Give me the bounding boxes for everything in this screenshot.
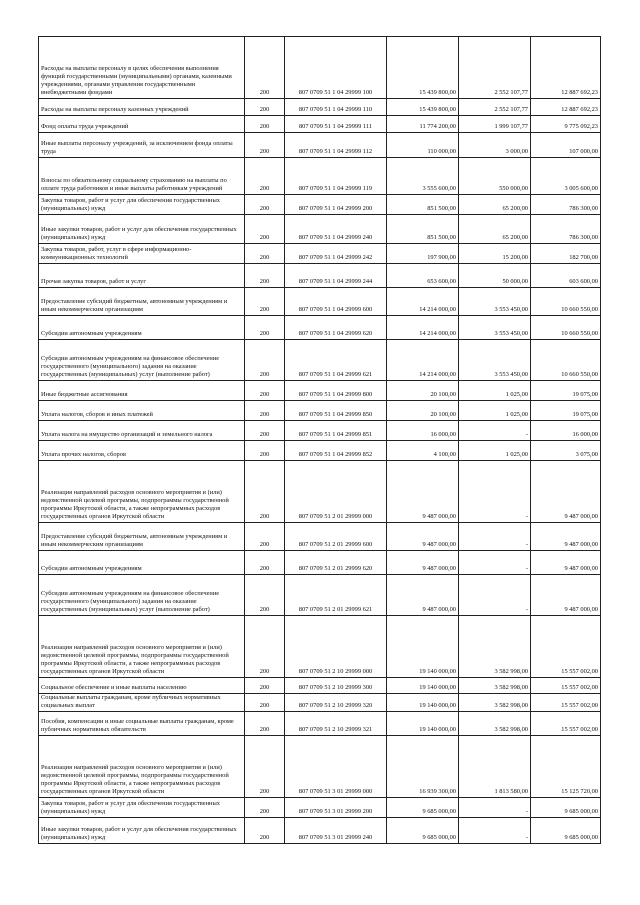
row-executed: 1 813 580,00 [459, 736, 531, 798]
row-executed: 65 200,00 [459, 215, 531, 244]
row-approved: 19 140 000,00 [387, 616, 459, 678]
table-row [39, 116, 601, 133]
row-executed: 3 000,00 [459, 133, 531, 158]
row-executed: 3 553 450,00 [459, 340, 531, 381]
row-executed: 3 553 450,00 [459, 288, 531, 316]
table-row [39, 401, 601, 421]
row-name: Реализация направлений расходов основного мероприятия и (или) ведомственной целевой программы, подпрограммы государственной программы Иркутской области, а также непрограммных расходов государственных органов Иркутской области [39, 616, 245, 678]
table-row [39, 818, 601, 844]
row-remainder: 9 775 092,23 [531, 116, 601, 133]
row-kbk: 807 0709 51 1 04 29999 240 [285, 215, 387, 244]
row-code: 200 [245, 575, 285, 616]
table-row [39, 340, 601, 381]
table-row [39, 441, 601, 461]
table-row [39, 798, 601, 818]
row-kbk: 807 0709 51 1 04 29999 119 [285, 158, 387, 195]
row-name: Субсидии автономным учреждениям [39, 551, 245, 575]
row-approved: 14 214 000,00 [387, 316, 459, 340]
row-approved: 19 140 000,00 [387, 678, 459, 694]
row-executed: 1 999 107,77 [459, 116, 531, 133]
table-row [39, 381, 601, 401]
row-approved: 16 000,00 [387, 421, 459, 441]
row-code: 200 [245, 678, 285, 694]
row-code: 200 [245, 441, 285, 461]
row-executed: 1 025,00 [459, 401, 531, 421]
row-remainder: 19 075,00 [531, 401, 601, 421]
table-row [39, 678, 601, 694]
row-kbk: 807 0709 51 1 04 29999 244 [285, 264, 387, 288]
row-remainder: 9 487 000,00 [531, 523, 601, 551]
row-executed: 3 553 450,00 [459, 316, 531, 340]
row-name: Расходы на выплаты персоналу казенных учреждений [39, 99, 245, 116]
table-row [39, 99, 601, 116]
row-approved: 3 555 600,00 [387, 158, 459, 195]
row-executed: - [459, 523, 531, 551]
row-code: 200 [245, 340, 285, 381]
expenditure-table [38, 36, 601, 844]
row-approved: 197 900,00 [387, 244, 459, 264]
table-row [39, 264, 601, 288]
row-kbk: 807 0709 51 2 01 29999 620 [285, 551, 387, 575]
row-kbk: 807 0709 51 3 01 29999 240 [285, 818, 387, 844]
row-approved: 20 100,00 [387, 401, 459, 421]
row-executed: 3 582 998,00 [459, 712, 531, 736]
row-approved: 15 439 800,00 [387, 37, 459, 99]
row-code: 200 [245, 551, 285, 575]
row-remainder: 182 700,00 [531, 244, 601, 264]
expenditure-table-body [39, 37, 601, 844]
row-code: 200 [245, 133, 285, 158]
row-executed: - [459, 461, 531, 523]
row-code: 200 [245, 712, 285, 736]
row-kbk: 807 0709 51 1 04 29999 100 [285, 37, 387, 99]
row-approved: 19 140 000,00 [387, 712, 459, 736]
table-row [39, 133, 601, 158]
table-row [39, 736, 601, 798]
row-remainder: 3 075,00 [531, 441, 601, 461]
row-name: Взносы по обязательному социальному страхованию на выплаты по оплате труда работников и иные выплаты работникам учреждений [39, 158, 245, 195]
row-executed: 65 200,00 [459, 195, 531, 215]
row-code: 200 [245, 116, 285, 133]
row-kbk: 807 0709 51 2 10 29999 000 [285, 616, 387, 678]
row-kbk: 807 0709 51 1 04 29999 851 [285, 421, 387, 441]
row-remainder: 15 557 002,00 [531, 616, 601, 678]
row-remainder: 12 887 692,23 [531, 99, 601, 116]
row-remainder: 9 487 000,00 [531, 461, 601, 523]
row-approved: 9 487 000,00 [387, 575, 459, 616]
row-approved: 9 685 000,00 [387, 798, 459, 818]
row-kbk: 807 0709 51 1 04 29999 110 [285, 99, 387, 116]
row-remainder: 9 685 000,00 [531, 818, 601, 844]
row-code: 200 [245, 244, 285, 264]
row-kbk: 807 0709 51 3 01 29999 000 [285, 736, 387, 798]
table-row [39, 421, 601, 441]
row-kbk: 807 0709 51 2 10 29999 321 [285, 712, 387, 736]
row-kbk: 807 0709 51 1 04 29999 800 [285, 381, 387, 401]
row-code: 200 [245, 99, 285, 116]
row-remainder: 786 300,00 [531, 215, 601, 244]
row-executed: - [459, 818, 531, 844]
row-approved: 14 214 000,00 [387, 340, 459, 381]
row-executed: 1 025,00 [459, 441, 531, 461]
row-executed: 50 000,00 [459, 264, 531, 288]
row-name: Закупка товаров, работ и услуг для обеспечения государственных (муниципальных) нужд [39, 195, 245, 215]
row-approved: 15 439 800,00 [387, 99, 459, 116]
row-name: Расходы на выплаты персоналу в целях обеспечения выполнения функций государственными (муниципальными) органами, казенными учреждениями, органами управления государственными внебюджетными фондами [39, 37, 245, 99]
row-name: Реализация направлений расходов основного мероприятия и (или) ведомственной целевой программы, подпрограммы государственной программы Иркутской области, а также непрограммных расходов государственных органов Иркутской области [39, 736, 245, 798]
row-kbk: 807 0709 51 2 10 29999 300 [285, 678, 387, 694]
row-code: 200 [245, 37, 285, 99]
row-executed: 3 582 998,00 [459, 616, 531, 678]
row-code: 200 [245, 195, 285, 215]
table-row [39, 616, 601, 678]
row-executed: - [459, 421, 531, 441]
row-name: Предоставление субсидий бюджетным, автономным учреждениям и иным некоммерческим организациям [39, 288, 245, 316]
row-code: 200 [245, 818, 285, 844]
row-remainder: 10 660 550,00 [531, 288, 601, 316]
row-kbk: 807 0709 51 3 01 29999 200 [285, 798, 387, 818]
row-remainder: 9 487 000,00 [531, 575, 601, 616]
row-remainder: 12 887 692,23 [531, 37, 601, 99]
row-remainder: 15 557 002,00 [531, 712, 601, 736]
table-row [39, 316, 601, 340]
row-approved: 9 487 000,00 [387, 461, 459, 523]
table-row [39, 37, 601, 99]
row-name: Закупка товаров, работ и услуг для обеспечения государственных (муниципальных) нужд [39, 798, 245, 818]
row-executed: 15 200,00 [459, 244, 531, 264]
row-executed: - [459, 575, 531, 616]
row-name: Иные закупки товаров, работ и услуг для обеспечения государственных (муниципальных) нужд [39, 215, 245, 244]
row-kbk: 807 0709 51 1 04 29999 111 [285, 116, 387, 133]
table-row [39, 158, 601, 195]
row-name: Субсидии автономным учреждениям на финансовое обеспечение государственного (муниципального) задания на оказание государственных (муниципальных) услуг (выполнение работ) [39, 340, 245, 381]
table-row [39, 195, 601, 215]
row-kbk: 807 0709 51 1 04 29999 600 [285, 288, 387, 316]
row-code: 200 [245, 461, 285, 523]
row-approved: 851 500,00 [387, 195, 459, 215]
row-kbk: 807 0709 51 1 04 29999 200 [285, 195, 387, 215]
row-code: 200 [245, 381, 285, 401]
row-executed: 3 582 998,00 [459, 694, 531, 712]
row-kbk: 807 0709 51 1 04 29999 242 [285, 244, 387, 264]
table-row [39, 575, 601, 616]
row-remainder: 16 000,00 [531, 421, 601, 441]
row-kbk: 807 0709 51 1 04 29999 112 [285, 133, 387, 158]
table-row [39, 694, 601, 712]
row-name: Иные бюджетные ассигнования [39, 381, 245, 401]
row-code: 200 [245, 736, 285, 798]
row-kbk: 807 0709 51 2 10 29999 320 [285, 694, 387, 712]
row-code: 200 [245, 523, 285, 551]
row-executed: 3 582 998,00 [459, 678, 531, 694]
row-approved: 11 774 200,00 [387, 116, 459, 133]
row-approved: 16 939 300,00 [387, 736, 459, 798]
row-approved: 9 685 000,00 [387, 818, 459, 844]
row-kbk: 807 0709 51 2 01 29999 621 [285, 575, 387, 616]
row-code: 200 [245, 401, 285, 421]
row-name: Уплата прочих налогов, сборов [39, 441, 245, 461]
row-kbk: 807 0709 51 1 04 29999 621 [285, 340, 387, 381]
row-approved: 4 100,00 [387, 441, 459, 461]
row-name: Предоставление субсидий бюджетным, автономным учреждениям и иным некоммерческим организациям [39, 523, 245, 551]
row-code: 200 [245, 421, 285, 441]
row-name: Субсидии автономным учреждениям на финансовое обеспечение государственного (муниципального) задания на оказание государственных (муниципальных) услуг (выполнение работ) [39, 575, 245, 616]
row-name: Закупка товаров, работ, услуг в сфере информационно-коммуникационных технологий [39, 244, 245, 264]
row-kbk: 807 0709 51 2 01 29999 000 [285, 461, 387, 523]
row-kbk: 807 0709 51 1 04 29999 852 [285, 441, 387, 461]
row-name: Реализация направлений расходов основного мероприятия и (или) ведомственной целевой программы, подпрограммы государственной программы Иркутской области, а также непрограммных расходов государственных органов Иркутской области [39, 461, 245, 523]
row-name: Субсидии автономным учреждениям [39, 316, 245, 340]
row-code: 200 [245, 288, 285, 316]
row-approved: 851 500,00 [387, 215, 459, 244]
row-remainder: 19 075,00 [531, 381, 601, 401]
table-row [39, 461, 601, 523]
row-executed: - [459, 798, 531, 818]
row-executed: - [459, 551, 531, 575]
row-code: 200 [245, 158, 285, 195]
budget-report-sheet [38, 36, 600, 844]
row-remainder: 786 300,00 [531, 195, 601, 215]
row-approved: 9 487 000,00 [387, 523, 459, 551]
row-remainder: 15 557 002,00 [531, 694, 601, 712]
row-executed: 2 552 107,77 [459, 37, 531, 99]
row-approved: 14 214 000,00 [387, 288, 459, 316]
table-row [39, 712, 601, 736]
row-approved: 110 000,00 [387, 133, 459, 158]
row-remainder: 15 557 002,00 [531, 678, 601, 694]
row-remainder: 15 125 720,00 [531, 736, 601, 798]
row-name: Иные выплаты персоналу учреждений, за исключением фонда оплаты труда [39, 133, 245, 158]
row-code: 200 [245, 694, 285, 712]
row-code: 200 [245, 215, 285, 244]
row-name: Пособия, компенсации и иные социальные выплаты гражданам, кроме публичных нормативных обязательств [39, 712, 245, 736]
table-row [39, 551, 601, 575]
row-remainder: 9 685 000,00 [531, 798, 601, 818]
row-executed: 550 000,00 [459, 158, 531, 195]
row-name: Социальные выплаты гражданам, кроме публичных нормативных социальных выплат [39, 694, 245, 712]
row-executed: 1 025,00 [459, 381, 531, 401]
row-approved: 9 487 000,00 [387, 551, 459, 575]
table-row [39, 244, 601, 264]
row-remainder: 603 600,00 [531, 264, 601, 288]
row-kbk: 807 0709 51 2 01 29999 600 [285, 523, 387, 551]
row-name: Уплата налогов, сборов и иных платежей [39, 401, 245, 421]
table-row [39, 288, 601, 316]
row-name: Социальное обеспечение и иные выплаты населению [39, 678, 245, 694]
row-name: Иные закупки товаров, работ и услуг для обеспечения государственных (муниципальных) нужд [39, 818, 245, 844]
row-approved: 653 600,00 [387, 264, 459, 288]
row-name: Уплата налога на имущество организаций и земельного налога [39, 421, 245, 441]
row-remainder: 10 660 550,00 [531, 340, 601, 381]
row-executed: 2 552 107,77 [459, 99, 531, 116]
row-remainder: 107 000,00 [531, 133, 601, 158]
row-code: 200 [245, 798, 285, 818]
row-name: Прочая закупка товаров, работ и услуг [39, 264, 245, 288]
table-row [39, 215, 601, 244]
row-approved: 20 100,00 [387, 381, 459, 401]
row-remainder: 9 487 000,00 [531, 551, 601, 575]
row-name: Фонд оплаты труда учреждений [39, 116, 245, 133]
row-remainder: 3 005 600,00 [531, 158, 601, 195]
row-code: 200 [245, 316, 285, 340]
row-remainder: 10 660 550,00 [531, 316, 601, 340]
row-kbk: 807 0709 51 1 04 29999 620 [285, 316, 387, 340]
row-kbk: 807 0709 51 1 04 29999 850 [285, 401, 387, 421]
row-approved: 19 140 000,00 [387, 694, 459, 712]
row-code: 200 [245, 264, 285, 288]
table-row [39, 523, 601, 551]
row-code: 200 [245, 616, 285, 678]
